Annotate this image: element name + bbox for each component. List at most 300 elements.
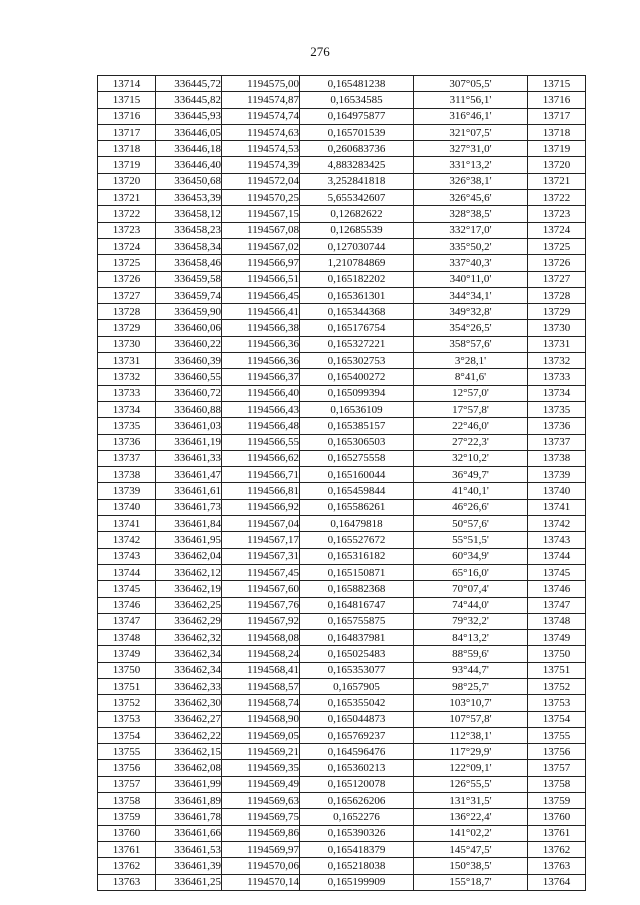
y-coordinate-cell: 1194567,08 (222, 222, 300, 238)
y-coordinate-cell: 1194567,02 (222, 238, 300, 254)
bearing-cell: 12°57,0' (414, 385, 528, 401)
y-coordinate-cell: 1194569,05 (222, 727, 300, 743)
y-coordinate-cell: 1194566,41 (222, 304, 300, 320)
bearing-cell: 65°16,0' (414, 564, 528, 580)
bearing-cell: 88°59,6' (414, 646, 528, 662)
next-point-cell: 13715 (528, 76, 586, 92)
bearing-cell: 354°26,5' (414, 320, 528, 336)
next-point-cell: 13742 (528, 516, 586, 532)
y-coordinate-cell: 1194569,75 (222, 809, 300, 825)
table-row (98, 727, 586, 743)
point-id-cell: 13722 (98, 206, 156, 222)
x-coordinate-cell: 336458,34 (156, 238, 222, 254)
y-coordinate-cell: 1194567,04 (222, 516, 300, 532)
next-point-cell: 13745 (528, 564, 586, 580)
point-id-cell: 13716 (98, 108, 156, 124)
distance-cell: 0,165626206 (300, 793, 414, 809)
x-coordinate-cell: 336461,47 (156, 467, 222, 483)
next-point-cell: 13752 (528, 678, 586, 694)
table-row (98, 874, 586, 890)
y-coordinate-cell: 1194569,86 (222, 825, 300, 841)
point-id-cell: 13734 (98, 401, 156, 417)
point-id-cell: 13718 (98, 141, 156, 157)
point-id-cell: 13754 (98, 727, 156, 743)
bearing-cell: 32°10,2' (414, 450, 528, 466)
x-coordinate-cell: 336461,03 (156, 418, 222, 434)
distance-cell: 0,165355042 (300, 695, 414, 711)
x-coordinate-cell: 336462,15 (156, 744, 222, 760)
table-row (98, 793, 586, 809)
table-row (98, 76, 586, 92)
point-id-cell: 13729 (98, 320, 156, 336)
point-id-cell: 13745 (98, 581, 156, 597)
y-coordinate-cell: 1194566,43 (222, 401, 300, 417)
y-coordinate-cell: 1194566,38 (222, 320, 300, 336)
distance-cell: 0,165327221 (300, 336, 414, 352)
bearing-cell: 50°57,6' (414, 516, 528, 532)
next-point-cell: 13750 (528, 646, 586, 662)
next-point-cell: 13719 (528, 141, 586, 157)
x-coordinate-cell: 336461,33 (156, 450, 222, 466)
table-row (98, 385, 586, 401)
bearing-cell: 36°49,7' (414, 467, 528, 483)
distance-cell: 0,12685539 (300, 222, 414, 238)
x-coordinate-cell: 336460,22 (156, 336, 222, 352)
y-coordinate-cell: 1194566,51 (222, 271, 300, 287)
y-coordinate-cell: 1194567,92 (222, 613, 300, 629)
table-row (98, 597, 586, 613)
table-row (98, 499, 586, 515)
y-coordinate-cell: 1194568,08 (222, 630, 300, 646)
point-id-cell: 13724 (98, 238, 156, 254)
table-row (98, 450, 586, 466)
y-coordinate-cell: 1194574,74 (222, 108, 300, 124)
table-row (98, 809, 586, 825)
point-id-cell: 13719 (98, 157, 156, 173)
point-id-cell: 13762 (98, 858, 156, 874)
table-row (98, 173, 586, 189)
distance-cell: 0,16536109 (300, 401, 414, 417)
table-row (98, 744, 586, 760)
bearing-cell: 126°55,5' (414, 776, 528, 792)
point-id-cell: 13714 (98, 76, 156, 92)
bearing-cell: 131°31,5' (414, 793, 528, 809)
bearing-cell: 327°31,0' (414, 141, 528, 157)
distance-cell: 0,16479818 (300, 516, 414, 532)
distance-cell: 0,165025483 (300, 646, 414, 662)
table-row (98, 581, 586, 597)
x-coordinate-cell: 336461,39 (156, 858, 222, 874)
x-coordinate-cell: 336461,53 (156, 841, 222, 857)
x-coordinate-cell: 336462,04 (156, 548, 222, 564)
bearing-cell: 3°28,1' (414, 353, 528, 369)
bearing-cell: 8°41,6' (414, 369, 528, 385)
x-coordinate-cell: 336461,19 (156, 434, 222, 450)
distance-cell: 0,165099394 (300, 385, 414, 401)
x-coordinate-cell: 336461,89 (156, 793, 222, 809)
next-point-cell: 13720 (528, 157, 586, 173)
x-coordinate-cell: 336445,72 (156, 76, 222, 92)
bearing-cell: 98°25,7' (414, 678, 528, 694)
distance-cell: 0,164816747 (300, 597, 414, 613)
table-row (98, 336, 586, 352)
y-coordinate-cell: 1194575,00 (222, 76, 300, 92)
table-row (98, 157, 586, 173)
y-coordinate-cell: 1194569,97 (222, 841, 300, 857)
next-point-cell: 13746 (528, 581, 586, 597)
x-coordinate-cell: 336461,25 (156, 874, 222, 890)
next-point-cell: 13729 (528, 304, 586, 320)
next-point-cell: 13723 (528, 206, 586, 222)
point-id-cell: 13739 (98, 483, 156, 499)
next-point-cell: 13731 (528, 336, 586, 352)
y-coordinate-cell: 1194570,06 (222, 858, 300, 874)
y-coordinate-cell: 1194566,71 (222, 467, 300, 483)
y-coordinate-cell: 1194567,15 (222, 206, 300, 222)
point-id-cell: 13746 (98, 597, 156, 613)
bearing-cell: 136°22,4' (414, 809, 528, 825)
x-coordinate-cell: 336460,55 (156, 369, 222, 385)
bearing-cell: 60°34,9' (414, 548, 528, 564)
x-coordinate-cell: 336446,40 (156, 157, 222, 173)
next-point-cell: 13753 (528, 695, 586, 711)
next-point-cell: 13759 (528, 793, 586, 809)
next-point-cell: 13762 (528, 841, 586, 857)
bearing-cell: 41°40,1' (414, 483, 528, 499)
x-coordinate-cell: 336459,74 (156, 287, 222, 303)
next-point-cell: 13728 (528, 287, 586, 303)
next-point-cell: 13735 (528, 401, 586, 417)
point-id-cell: 13720 (98, 173, 156, 189)
next-point-cell: 13737 (528, 434, 586, 450)
bearing-cell: 349°32,8' (414, 304, 528, 320)
table-row (98, 678, 586, 694)
distance-cell: 0,165459844 (300, 483, 414, 499)
table-row (98, 613, 586, 629)
next-point-cell: 13757 (528, 760, 586, 776)
table-row (98, 141, 586, 157)
y-coordinate-cell: 1194570,14 (222, 874, 300, 890)
y-coordinate-cell: 1194568,74 (222, 695, 300, 711)
y-coordinate-cell: 1194568,90 (222, 711, 300, 727)
y-coordinate-cell: 1194569,49 (222, 776, 300, 792)
y-coordinate-cell: 1194566,36 (222, 336, 300, 352)
next-point-cell: 13747 (528, 597, 586, 613)
point-id-cell: 13717 (98, 124, 156, 140)
table-row (98, 825, 586, 841)
y-coordinate-cell: 1194566,92 (222, 499, 300, 515)
point-id-cell: 13753 (98, 711, 156, 727)
next-point-cell: 13721 (528, 173, 586, 189)
table-row (98, 287, 586, 303)
next-point-cell: 13744 (528, 548, 586, 564)
next-point-cell: 13764 (528, 874, 586, 890)
point-id-cell: 13730 (98, 336, 156, 352)
bearing-cell: 79°32,2' (414, 613, 528, 629)
distance-cell: 0,165586261 (300, 499, 414, 515)
distance-cell: 0,165361301 (300, 287, 414, 303)
y-coordinate-cell: 1194569,63 (222, 793, 300, 809)
y-coordinate-cell: 1194568,24 (222, 646, 300, 662)
next-point-cell: 13727 (528, 271, 586, 287)
bearing-cell: 17°57,8' (414, 401, 528, 417)
next-point-cell: 13760 (528, 809, 586, 825)
x-coordinate-cell: 336461,84 (156, 516, 222, 532)
x-coordinate-cell: 336461,78 (156, 809, 222, 825)
distance-cell: 0,165176754 (300, 320, 414, 336)
bearing-cell: 155°18,7' (414, 874, 528, 890)
x-coordinate-cell: 336462,27 (156, 711, 222, 727)
bearing-cell: 117°29,9' (414, 744, 528, 760)
point-id-cell: 13763 (98, 874, 156, 890)
distance-cell: 0,12682622 (300, 206, 414, 222)
distance-cell: 0,165769237 (300, 727, 414, 743)
next-point-cell: 13734 (528, 385, 586, 401)
x-coordinate-cell: 336462,22 (156, 727, 222, 743)
point-id-cell: 13757 (98, 776, 156, 792)
y-coordinate-cell: 1194567,31 (222, 548, 300, 564)
point-id-cell: 13749 (98, 646, 156, 662)
next-point-cell: 13741 (528, 499, 586, 515)
point-id-cell: 13758 (98, 793, 156, 809)
y-coordinate-cell: 1194574,39 (222, 157, 300, 173)
next-point-cell: 13761 (528, 825, 586, 841)
next-point-cell: 13725 (528, 238, 586, 254)
x-coordinate-cell: 336450,68 (156, 173, 222, 189)
table-row (98, 124, 586, 140)
y-coordinate-cell: 1194567,17 (222, 532, 300, 548)
distance-cell: 0,165390326 (300, 825, 414, 841)
y-coordinate-cell: 1194566,37 (222, 369, 300, 385)
x-coordinate-cell: 336461,66 (156, 825, 222, 841)
point-id-cell: 13760 (98, 825, 156, 841)
bearing-cell: 141°02,2' (414, 825, 528, 841)
table-row (98, 320, 586, 336)
point-id-cell: 13740 (98, 499, 156, 515)
x-coordinate-cell: 336462,12 (156, 564, 222, 580)
x-coordinate-cell: 336453,39 (156, 190, 222, 206)
bearing-cell: 84°13,2' (414, 630, 528, 646)
bearing-cell: 358°57,6' (414, 336, 528, 352)
bearing-cell: 107°57,8' (414, 711, 528, 727)
bearing-cell: 316°46,1' (414, 108, 528, 124)
point-id-cell: 13715 (98, 92, 156, 108)
point-id-cell: 13756 (98, 760, 156, 776)
point-id-cell: 13751 (98, 678, 156, 694)
point-id-cell: 13725 (98, 255, 156, 271)
table-row (98, 190, 586, 206)
distance-cell: 0,165418379 (300, 841, 414, 857)
distance-cell: 3,252841818 (300, 173, 414, 189)
x-coordinate-cell: 336458,46 (156, 255, 222, 271)
next-point-cell: 13763 (528, 858, 586, 874)
point-id-cell: 13747 (98, 613, 156, 629)
distance-cell: 0,165701539 (300, 124, 414, 140)
table-row (98, 662, 586, 678)
x-coordinate-cell: 336460,06 (156, 320, 222, 336)
point-id-cell: 13750 (98, 662, 156, 678)
y-coordinate-cell: 1194572,04 (222, 173, 300, 189)
x-coordinate-cell: 336446,05 (156, 124, 222, 140)
next-point-cell: 13743 (528, 532, 586, 548)
point-id-cell: 13755 (98, 744, 156, 760)
y-coordinate-cell: 1194566,97 (222, 255, 300, 271)
y-coordinate-cell: 1194566,40 (222, 385, 300, 401)
y-coordinate-cell: 1194566,45 (222, 287, 300, 303)
bearing-cell: 112°38,1' (414, 727, 528, 743)
next-point-cell: 13716 (528, 92, 586, 108)
table-row (98, 483, 586, 499)
distance-cell: 0,165302753 (300, 353, 414, 369)
bearing-cell: 328°38,5' (414, 206, 528, 222)
next-point-cell: 13751 (528, 662, 586, 678)
distance-cell: 0,165044873 (300, 711, 414, 727)
y-coordinate-cell: 1194568,41 (222, 662, 300, 678)
distance-cell: 0,16534585 (300, 92, 414, 108)
table-row (98, 206, 586, 222)
point-id-cell: 13741 (98, 516, 156, 532)
bearing-cell: 93°44,7' (414, 662, 528, 678)
table-row (98, 711, 586, 727)
next-point-cell: 13758 (528, 776, 586, 792)
coordinates-table-body (98, 76, 586, 891)
distance-cell: 0,165218038 (300, 858, 414, 874)
next-point-cell: 13736 (528, 418, 586, 434)
point-id-cell: 13731 (98, 353, 156, 369)
point-id-cell: 13748 (98, 630, 156, 646)
table-row (98, 776, 586, 792)
distance-cell: 0,165306503 (300, 434, 414, 450)
y-coordinate-cell: 1194566,55 (222, 434, 300, 450)
x-coordinate-cell: 336460,39 (156, 353, 222, 369)
table-row (98, 467, 586, 483)
x-coordinate-cell: 336462,08 (156, 760, 222, 776)
distance-cell: 0,165400272 (300, 369, 414, 385)
distance-cell: 4,883283425 (300, 157, 414, 173)
table-row (98, 630, 586, 646)
y-coordinate-cell: 1194566,81 (222, 483, 300, 499)
distance-cell: 0,127030744 (300, 238, 414, 254)
y-coordinate-cell: 1194574,63 (222, 124, 300, 140)
x-coordinate-cell: 336462,33 (156, 678, 222, 694)
next-point-cell: 13724 (528, 222, 586, 238)
y-coordinate-cell: 1194568,57 (222, 678, 300, 694)
y-coordinate-cell: 1194574,87 (222, 92, 300, 108)
next-point-cell: 13755 (528, 727, 586, 743)
point-id-cell: 13761 (98, 841, 156, 857)
distance-cell: 0,165882368 (300, 581, 414, 597)
table-row (98, 532, 586, 548)
coordinates-table (97, 75, 586, 891)
distance-cell: 0,165344368 (300, 304, 414, 320)
next-point-cell: 13730 (528, 320, 586, 336)
table-row (98, 564, 586, 580)
point-id-cell: 13723 (98, 222, 156, 238)
table-row (98, 108, 586, 124)
distance-cell: 0,165353077 (300, 662, 414, 678)
point-id-cell: 13737 (98, 450, 156, 466)
bearing-cell: 326°45,6' (414, 190, 528, 206)
table-row (98, 646, 586, 662)
bearing-cell: 74°44,0' (414, 597, 528, 613)
table-row (98, 418, 586, 434)
bearing-cell: 326°38,1' (414, 173, 528, 189)
distance-cell: 0,1652276 (300, 809, 414, 825)
next-point-cell: 13726 (528, 255, 586, 271)
distance-cell: 0,165481238 (300, 76, 414, 92)
bearing-cell: 145°47,5' (414, 841, 528, 857)
y-coordinate-cell: 1194569,21 (222, 744, 300, 760)
table-row (98, 92, 586, 108)
distance-cell: 0,1657905 (300, 678, 414, 694)
x-coordinate-cell: 336445,82 (156, 92, 222, 108)
distance-cell: 0,165527672 (300, 532, 414, 548)
distance-cell: 0,165120078 (300, 776, 414, 792)
distance-cell: 0,165316182 (300, 548, 414, 564)
table-row (98, 434, 586, 450)
bearing-cell: 344°34,1' (414, 287, 528, 303)
point-id-cell: 13732 (98, 369, 156, 385)
table-row (98, 369, 586, 385)
x-coordinate-cell: 336462,25 (156, 597, 222, 613)
table-row (98, 238, 586, 254)
table-row (98, 760, 586, 776)
distance-cell: 0,164596476 (300, 744, 414, 760)
x-coordinate-cell: 336458,12 (156, 206, 222, 222)
point-id-cell: 13721 (98, 190, 156, 206)
table-row (98, 401, 586, 417)
page-number: 276 (310, 44, 330, 59)
bearing-cell: 122°09,1' (414, 760, 528, 776)
point-id-cell: 13727 (98, 287, 156, 303)
bearing-cell: 27°22,3' (414, 434, 528, 450)
bearing-cell: 307°05,5' (414, 76, 528, 92)
next-point-cell: 13732 (528, 353, 586, 369)
distance-cell: 0,165160044 (300, 467, 414, 483)
table-row (98, 516, 586, 532)
next-point-cell: 13739 (528, 467, 586, 483)
next-point-cell: 13749 (528, 630, 586, 646)
table-row (98, 255, 586, 271)
distance-cell: 0,165182202 (300, 271, 414, 287)
table-row (98, 353, 586, 369)
y-coordinate-cell: 1194566,62 (222, 450, 300, 466)
point-id-cell: 13738 (98, 467, 156, 483)
x-coordinate-cell: 336461,73 (156, 499, 222, 515)
point-id-cell: 13726 (98, 271, 156, 287)
y-coordinate-cell: 1194566,36 (222, 353, 300, 369)
table-row (98, 858, 586, 874)
x-coordinate-cell: 336459,58 (156, 271, 222, 287)
x-coordinate-cell: 336462,32 (156, 630, 222, 646)
y-coordinate-cell: 1194569,35 (222, 760, 300, 776)
distance-cell: 0,165275558 (300, 450, 414, 466)
distance-cell: 1,210784869 (300, 255, 414, 271)
point-id-cell: 13736 (98, 434, 156, 450)
point-id-cell: 13759 (98, 809, 156, 825)
bearing-cell: 337°40,3' (414, 255, 528, 271)
point-id-cell: 13735 (98, 418, 156, 434)
next-point-cell: 13733 (528, 369, 586, 385)
point-id-cell: 13733 (98, 385, 156, 401)
bearing-cell: 335°50,2' (414, 238, 528, 254)
x-coordinate-cell: 336461,95 (156, 532, 222, 548)
table-row (98, 222, 586, 238)
bearing-cell: 46°26,6' (414, 499, 528, 515)
x-coordinate-cell: 336462,30 (156, 695, 222, 711)
bearing-cell: 340°11,0' (414, 271, 528, 287)
bearing-cell: 150°38,5' (414, 858, 528, 874)
